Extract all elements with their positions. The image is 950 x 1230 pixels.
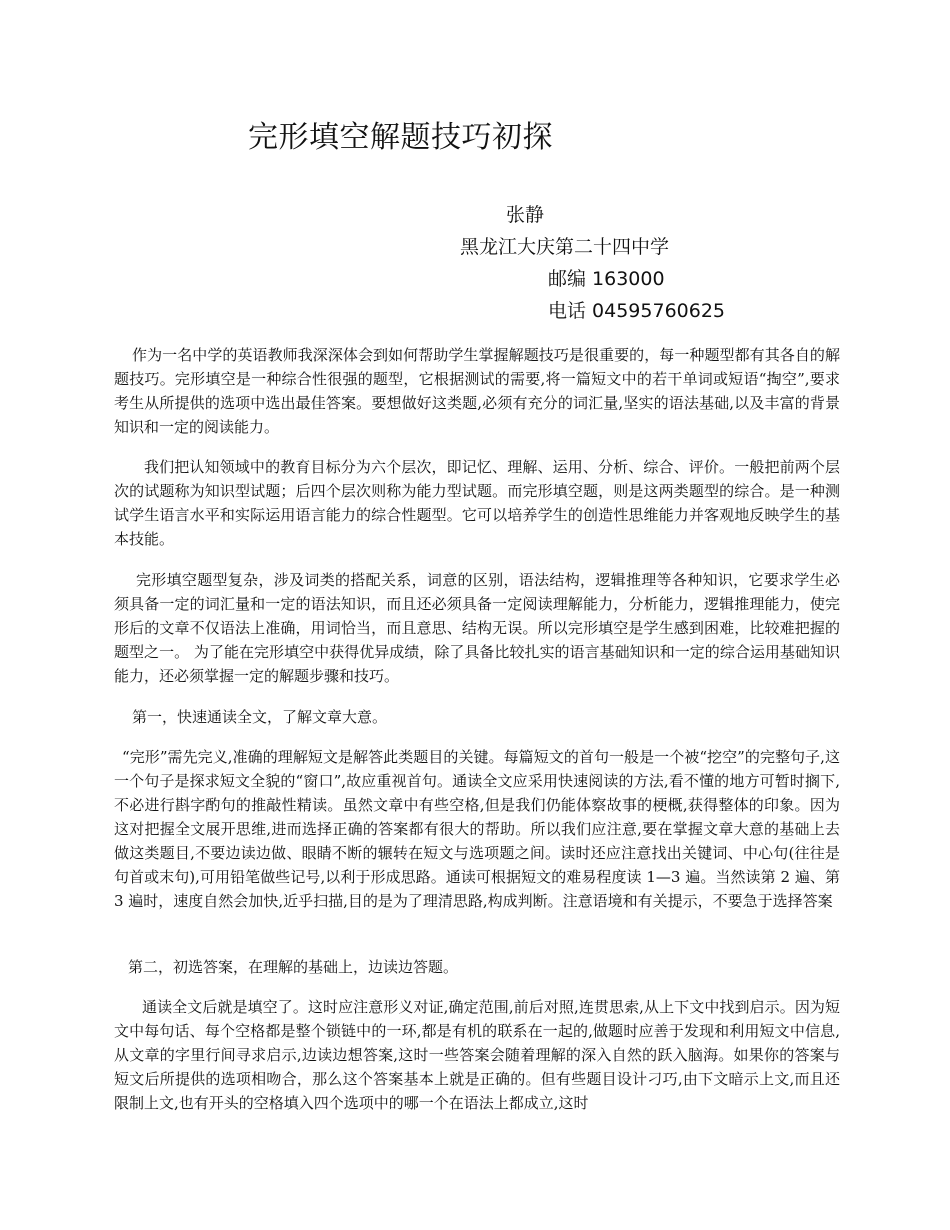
author-phone: 电话 04595760625 [548, 300, 726, 322]
paragraph-intro: 作为一名中学的英语教师我深深体会到如何帮助学生掌握解题技巧是很重要的，每一种题型都有其各自的解题技巧。完形填空是一种综合性很强的题型，它根据测试的需要,将一篇短文中的若干单词或短语“掏空”,要求考生从所提供的选项中选出最佳答案。要想做好这类题,必须有充分的词汇量,坚实的语法基础,以及丰富的背景知识和一定的阅读能力。 [114, 346, 840, 436]
author-postcode: 邮编 163000 [548, 268, 665, 290]
section-heading-step-two: 第二，初选答案，在理解的基础上，边读边答题。 [128, 958, 459, 976]
paragraph-cognitive-levels: 我们把认知领域中的教育目标分为六个层次，即记忆、理解、运用、分析、综合、评价。一般把前两个层次的试题称为知识型试题；后四个层次则称为能力型试题。而完形填空题，则是这两类题型的综合。是一种测试学生语言水平和实际运用语言能力的综合性题型。它可以培养学生的创造性思维能力并客观地反映学生的基本技能。 [114, 458, 840, 548]
paragraph-step-two: 通读全文后就是填空了。这时应注意形义对证,确定范围,前后对照,连贯思索,从上下文中找到启示。因为短文中每句话、每个空格都是整个锁链中的一环,都是有机的联系在一起的,做题时应善于发现和利用短文中信息,从文章的字里行间寻求启示,边读边想答案,这时一些答案会随着理解的深入自然的跃入脑海。如果你的答案与短文后所提供的选项相吻合，那么这个答案基本上就是正确的。但有些题目设计刁巧,由下文暗示上文,而且还限制上文,也有开头的空格填入四个选项中的哪一个在语法上都成立,这时 [114, 998, 840, 1112]
paragraph-cloze-complexity: 完形填空题型复杂，涉及词类的搭配关系，词意的区别，语法结构，逻辑推理等各种知识，它要求学生必须具备一定的词汇量和一定的语法知识，而且还必须具备一定阅读理解能力，分析能力，逻辑推理能力，使完形后的文章不仅语法上准确，用词恰当，而且意思、结构无误。所以完形填空是学生感到困难，比较难把握的题型之一。 为了能在完形填空中获得优异成绩，除了具备比较扎实的语言基础知识和一定的综合运用基础知识能力，还必须掌握一定的解题步骤和技巧。 [114, 571, 840, 685]
author-name: 张静 [506, 204, 545, 226]
paragraph-step-one: “完形”需先完义,准确的理解短文是解答此类题目的关键。每篇短文的首句一般是一个被“挖空”的完整句子,这一个句子是探求短文全貌的“窗口”,故应重视首句。通读全文应采用快速阅读的方法,看不懂的地方可暂时搁下,不必进行斟字酌句的推敲性精读。虽然文章中有些空格,但是我们仍能体察故事的梗概,获得整体的印象。因为这对把握全文展开思维,进而选择正确的答案都有很大的帮助。所以我们应注意,要在掌握文章大意的基础上去做这类题目,不要边读边做、眼睛不断的辗转在短文与选项题之间。读时还应注意找出关键词、中心句(往往是句首或末句),可用铅笔做些记号,以利于形成思路。通读可根据短文的难易程度读 1—3 遍。当然读第 2 遍、第 3 遍时，速度自然会加快,近乎扫描,目的是为了理清思路,构成判断。注意语境和有关提示，不要急于选择答案 [114, 748, 840, 910]
author-school: 黑龙江大庆第二十四中学 [460, 236, 670, 258]
section-heading-step-one: 第一，快速通读全文，了解文章大意。 [132, 708, 388, 726]
document-title: 完形填空解题技巧初探 [248, 120, 553, 155]
